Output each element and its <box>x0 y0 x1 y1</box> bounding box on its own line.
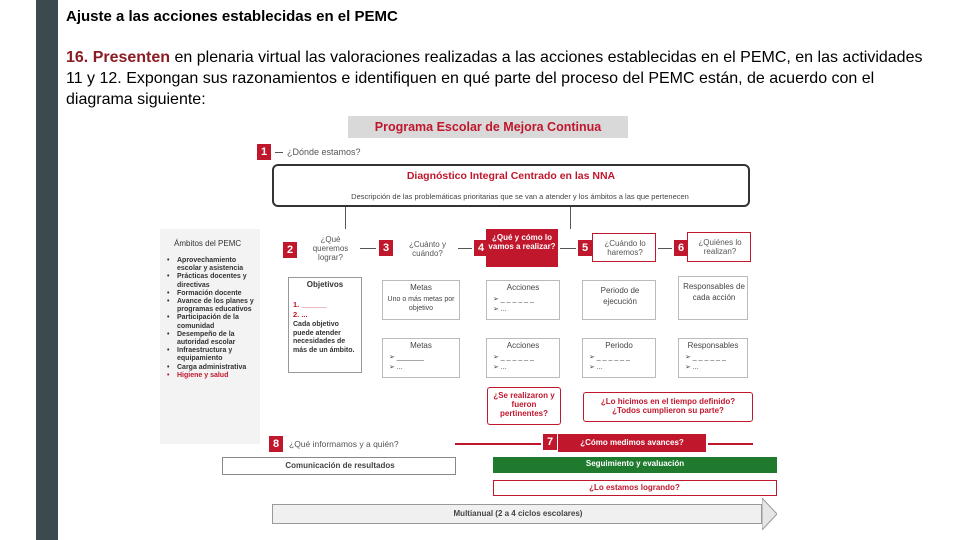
multianual-arrow <box>272 504 762 524</box>
metas-card-1-desc: Uno o más metas por objetivo <box>387 296 455 312</box>
acciones-card-1-line2: ➢ ... <box>493 306 507 313</box>
responsables-card-1-title: Responsables de cada acción <box>683 282 745 302</box>
acciones-card-2-line2: ➢ ... <box>493 364 507 371</box>
realizaron-question: ¿Se realizaron y fueron pertinentes? <box>493 391 555 418</box>
tiempo-box <box>583 392 753 422</box>
step-4-question: ¿Qué y cómo lo vamos a realizar? <box>488 233 556 251</box>
metas-card-1 <box>382 280 460 320</box>
periodo-card-2-title: Periodo <box>605 341 633 350</box>
comunicacion-box <box>222 457 456 475</box>
step-8-question: ¿Qué informamos y a quién? <box>289 439 399 449</box>
step-7-box <box>558 434 706 452</box>
step-1-number: 1 <box>257 144 271 160</box>
seguimiento-bar <box>493 457 777 473</box>
arrow-diag-to-step4 <box>570 207 571 229</box>
acciones-card-2 <box>486 338 560 378</box>
ambitos-panel <box>160 229 260 444</box>
pemc-diagram <box>160 114 777 532</box>
metas-card-2-title: Metas <box>410 341 432 350</box>
acciones-card-1-line1: ➢ _ _ _ _ _ _ <box>493 296 534 303</box>
metas-card-2-line1: ➢ _______ <box>389 354 425 361</box>
step-7-number: 7 <box>543 434 557 450</box>
step-1-question: ¿Dónde estamos? <box>287 147 361 157</box>
multianual-arrowhead-icon <box>762 498 777 530</box>
periodo-card-2-line1: ➢ _ _ _ _ _ _ <box>589 354 630 361</box>
acciones-card-2-title: Acciones <box>506 341 540 350</box>
periodo-card-2 <box>582 338 656 378</box>
ambito-item: • Higiene y salud <box>164 372 259 380</box>
tiempo-question: ¿Lo hicimos en el tiempo definido? ¿Todos cumplieron su parte? <box>600 397 736 415</box>
step-5-box <box>592 233 656 262</box>
metas-card-2-line2: ➢ ... <box>389 364 403 371</box>
logrando-question: ¿Lo estamos logrando? <box>589 483 680 492</box>
slide-title: Ajuste a las acciones establecidas en el PEMC <box>66 8 398 25</box>
acciones-card-2-line1: ➢ _ _ _ _ _ _ <box>493 354 534 361</box>
step-4-box <box>486 229 558 267</box>
seguimiento-label: Seguimiento y evaluación <box>585 459 685 468</box>
objetivos-desc: Cada objetivo puede atender necesidades de más de un ámbito. <box>293 321 355 354</box>
arrow-5-to-6 <box>658 248 672 249</box>
ambitos-title: Ámbitos del PEMC <box>174 239 242 248</box>
ambito-item: • Avance de los planes y programas educativos <box>164 298 259 314</box>
instruction-text <box>66 47 936 110</box>
responsables-card-2-line1: ➢ _ _ _ _ _ _ <box>685 354 726 361</box>
acciones-card-1-title: Acciones <box>506 283 540 292</box>
arrow-4-to-5 <box>560 248 576 249</box>
diagnostico-title: Diagnóstico Integral Centrado en las NNA <box>406 170 616 182</box>
responsables-card-2-line2: ➢ ... <box>685 364 699 371</box>
responsables-card-2-title: Responsables <box>687 341 739 350</box>
ambito-item: • Prácticas docentes y directivas <box>164 273 259 289</box>
step-6-box <box>687 232 751 262</box>
arrow-2-to-3 <box>360 248 376 249</box>
acciones-card-1 <box>486 280 560 320</box>
ambitos-list <box>164 257 259 380</box>
step-2-number: 2 <box>283 242 297 258</box>
step-1-connector <box>275 152 283 153</box>
step-2-question: ¿Qué queremos lograr? <box>312 235 349 262</box>
ambito-item: • Desempeño de la autoridad escolar <box>164 331 259 347</box>
arrow-3-to-4 <box>458 248 472 249</box>
left-accent-bar <box>36 0 58 540</box>
arrow-to-step7 <box>708 443 753 445</box>
logrando-box <box>493 480 777 496</box>
responsables-card-2 <box>678 338 748 378</box>
arrow-step7-to-8 <box>455 443 541 445</box>
diagram-header <box>348 116 628 138</box>
instruction-number: 16. Presenten <box>66 49 171 66</box>
ambito-item: • Carga administrativa <box>164 364 259 372</box>
diagram-header-label: Programa Escolar de Mejora Continua <box>374 120 602 134</box>
periodo-card-2-line2: ➢ ... <box>589 364 603 371</box>
instruction-body: en plenaria virtual las valoraciones realizadas a las acciones establecidas en el PEMC, en las actividades 11 y 12. Expongan sus razonamientos e identifiquen en qué parte del proceso del PEMC están, de acuerdo con el diagrama siguiente: <box>66 49 923 108</box>
multianual-label: Multianual (2 a 4 ciclos escolares) <box>453 509 583 518</box>
step-5-question: ¿Cuándo lo haremos? <box>604 239 646 257</box>
objetivos-title: Objetivos <box>306 280 344 289</box>
objetivos-box <box>288 277 362 373</box>
comunicacion-label: Comunicación de resultados <box>285 461 395 470</box>
periodo-card-1 <box>582 280 656 320</box>
ambito-item: • Formación docente <box>164 290 259 298</box>
arrow-diag-to-step2 <box>345 207 346 229</box>
responsables-card-1 <box>678 276 748 320</box>
ambito-item: • Infraestructura y equipamiento <box>164 347 259 363</box>
objetivos-line2: 2. ... <box>293 310 308 319</box>
step-5-number: 5 <box>578 240 592 256</box>
ambito-item: • Aprovechamiento escolar y asistencia <box>164 257 259 273</box>
objetivos-line1: 1. ______ <box>293 300 327 309</box>
realizaron-box <box>487 387 561 425</box>
metas-card-2 <box>382 338 460 378</box>
step-7-question: ¿Cómo medimos avances? <box>580 438 684 447</box>
diagnostico-description: Descripción de las problemáticas prioritarias que se van a atender y los ámbitos a las que pertenecen <box>351 192 689 201</box>
step-3-question: ¿Cuánto y cuándo? <box>409 240 446 258</box>
ambito-item: • Participación de la comunidad <box>164 314 259 330</box>
step-3-number: 3 <box>379 240 393 256</box>
step-6-number: 6 <box>674 240 688 256</box>
metas-card-1-title: Metas <box>410 283 432 292</box>
step-6-question: ¿Quiénes lo realizan? <box>698 238 742 256</box>
step-8-number: 8 <box>269 436 283 452</box>
periodo-card-1-title: Periodo de ejecución <box>600 286 640 306</box>
step-4-number: 4 <box>474 240 488 256</box>
